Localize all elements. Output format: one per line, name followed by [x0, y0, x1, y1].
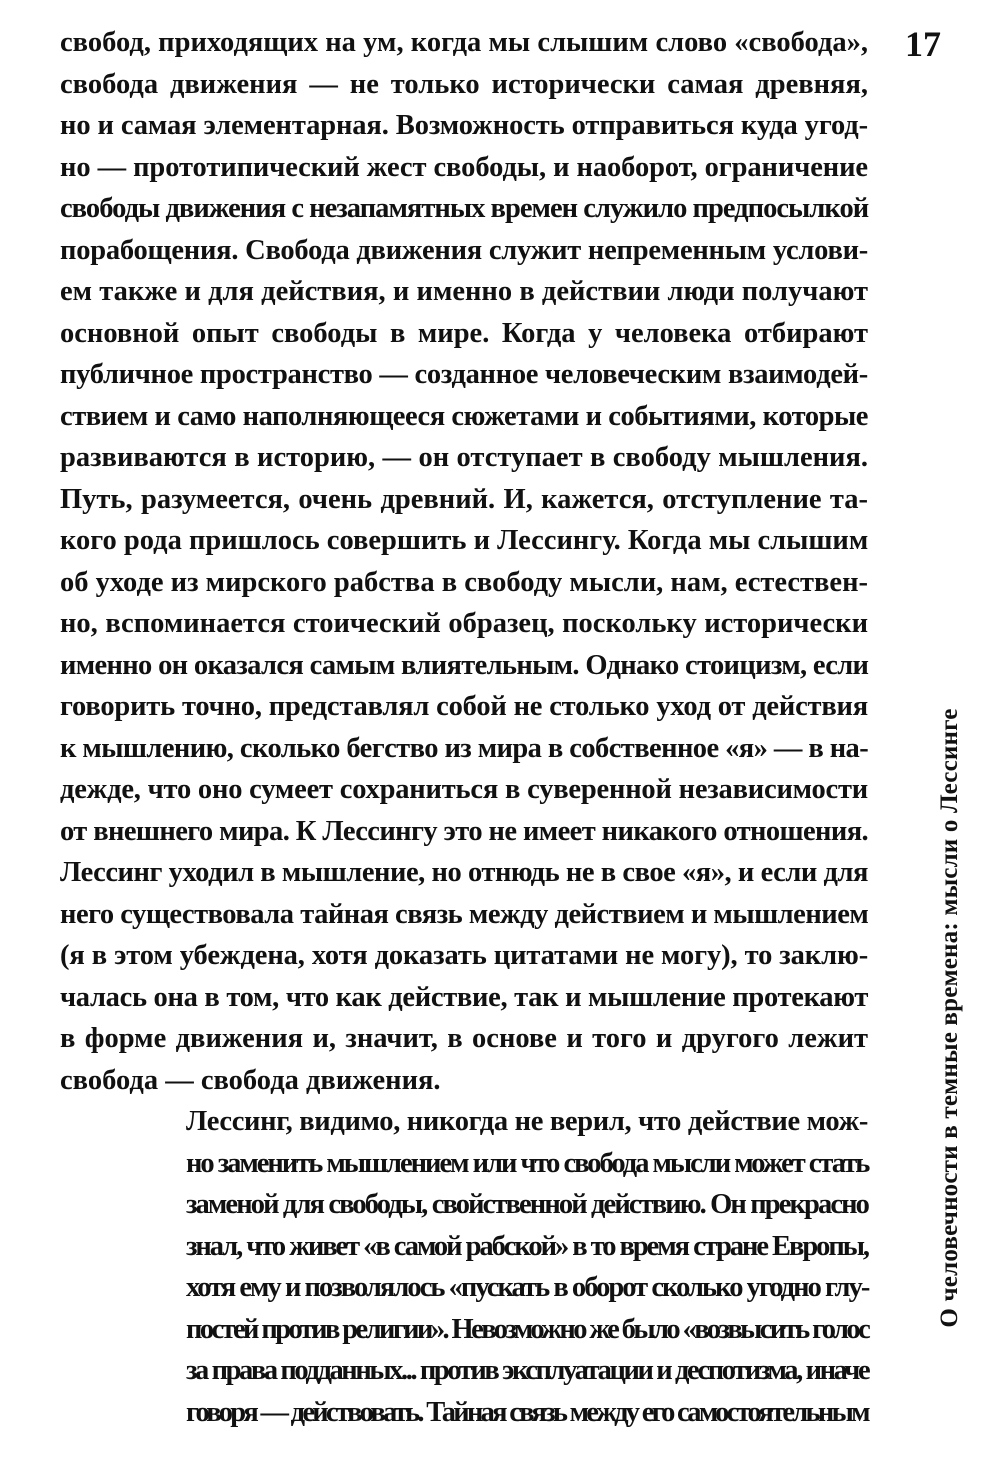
text-line: к мышлению, сколько бегство из мира в собственное «я» — в на- [60, 732, 869, 764]
text-line: говорить точно, представлял собой не столько уход от действия [60, 691, 868, 722]
text-line: знал, что живет «в самой рабской» в то время стране Европы, [186, 1230, 868, 1262]
body-text [60, 22, 868, 1433]
text-line: свобод, приходящих на ум, когда мы слышим слово «свобода», [60, 27, 868, 58]
text-line: свобода движения — не только исторически самая древняя, [60, 68, 868, 100]
text-line: хотя ему и позволялось «пускать в оборот сколько угодно глу- [186, 1272, 869, 1303]
text-line: чалась она в том, что как действие, так и мышление протекают [60, 981, 869, 1013]
text-line: (я в этом убеждена, хотя доказать цитатами не могу), то заклю- [60, 940, 869, 971]
text-line: развиваются в историю, — он отступает в свободу мышления. [60, 442, 868, 473]
running-header-text: О человечности в темные времена: мысли о Лессинге [936, 708, 963, 1328]
paragraph [60, 22, 868, 1101]
text-line: но и самая элементарная. Возможность отправиться куда угод- [60, 110, 868, 141]
text-line: Лессинг, видимо, никогда не верил, что действие мож- [186, 1106, 869, 1137]
text-line: ем также и для действия, и именно в действии люди получают [60, 276, 868, 307]
page-number: 17 [905, 24, 941, 64]
text-line: него существовала тайная связь между действием и мышлением [60, 898, 869, 930]
paragraph [60, 1101, 868, 1433]
text-line: от внешнего мира. К Лессингу это не имеет никакого отношения. [60, 815, 869, 847]
text-line: Лессинг уходил в мышление, но отнюдь не в свое «я», и если для [60, 857, 868, 888]
text-line: дежде, что оно сумеет сохраниться в суверенной независимости [60, 774, 869, 805]
text-line: кого рода пришлось совершить и Лессингу. Когда мы слышим [60, 525, 869, 556]
text-line: об уходе из мирского рабства в свободу мысли, нам, естествен- [60, 566, 868, 598]
text-line: основной опыт свободы в мире. Когда у человека отбирают [60, 317, 868, 349]
text-line: в форме движения и, значит, в основе и того и другого лежит [60, 1023, 868, 1054]
text-line: свобода — свобода движения. [60, 1064, 441, 1096]
text-line: за права подданных... против эксплуатации и деспотизма, иначе [186, 1355, 869, 1386]
text-line: но — прототипический жест свободы, и наоборот, ограничение [60, 151, 868, 183]
text-line: именно он оказался самым влиятельным. Однако стоицизм, если [60, 649, 869, 681]
text-line: постей против религии». Невозможно же было «возвысить голос [186, 1313, 869, 1345]
text-line: свободы движения с незапамятных времен служило предпосылкой [60, 193, 869, 224]
text-line: публичное пространство — созданное человеческим взаимодей- [60, 359, 868, 390]
text-line: но заменить мышлением или что свобода мысли может стать [186, 1147, 869, 1179]
text-line: Путь, разумеется, очень древний. И, кажется, отступление та- [60, 483, 868, 515]
text-line: порабощения. Свобода движения служит непременным услови- [60, 234, 869, 266]
text-line: говоря — действовать. Тайная связь между его самостоятельным [186, 1396, 868, 1428]
text-line: но, вспоминается стоический образец, поскольку исторически [60, 608, 868, 639]
text-line: заменой для свободы, свойственной действию. Он прекрасно [186, 1189, 868, 1220]
text-line: ствием и само наполняющееся сюжетами и событиями, которые [60, 400, 868, 432]
